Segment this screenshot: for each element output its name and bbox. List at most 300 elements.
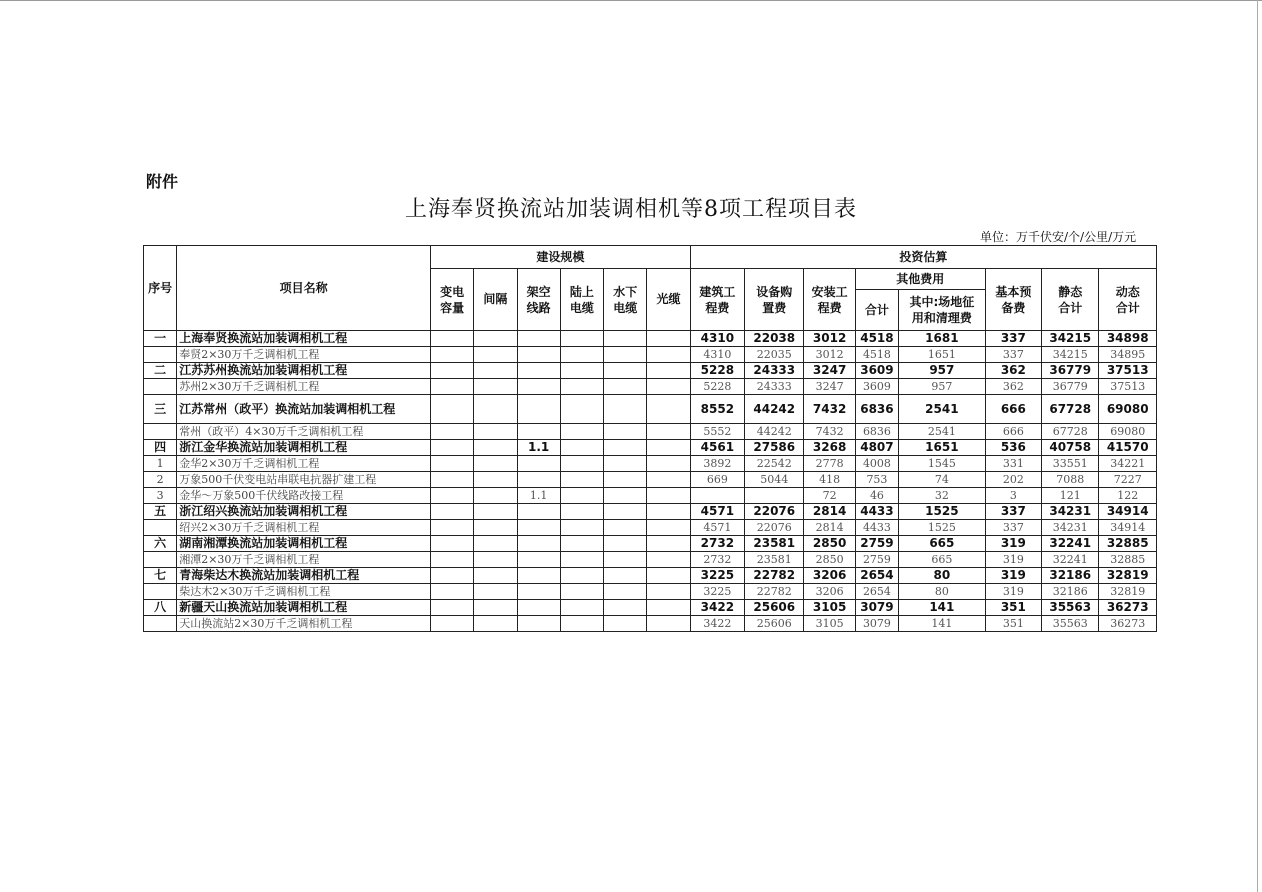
cell-underwater-cable <box>604 440 647 456</box>
cell-other-total: 46 <box>855 488 898 504</box>
cell-dynamic-total: 32885 <box>1099 552 1157 568</box>
table-row-group <box>144 504 1157 520</box>
cell-seq: 2 <box>144 472 177 488</box>
cell-bays <box>474 363 517 379</box>
cell-name: 浙江金华换流站加装调相机工程 <box>177 440 431 456</box>
cell-transformer <box>430 568 473 584</box>
header-reserve: 基本预备费 <box>985 269 1041 331</box>
cell-transformer <box>430 395 473 424</box>
cell-underwater-cable <box>604 456 647 472</box>
cell-installation-cost: 418 <box>804 472 855 488</box>
cell-static-total: 33551 <box>1042 456 1099 472</box>
header-underwater-cable: 水下电缆 <box>604 269 647 331</box>
unit-note: 单位：万千伏安/个/公里/万元 <box>980 230 1137 244</box>
cell-underwater-cable <box>604 568 647 584</box>
cell-optical-cable <box>647 472 690 488</box>
cell-installation-cost: 3206 <box>804 568 855 584</box>
cell-seq: 四 <box>144 440 177 456</box>
cell-bays <box>474 600 517 616</box>
cell-equipment-cost: 24333 <box>745 379 804 395</box>
cell-name: 柴达木2×30万千乏调相机工程 <box>177 584 431 600</box>
cell-equipment-cost: 23581 <box>745 536 804 552</box>
cell-land-cable <box>560 568 603 584</box>
cell-equipment-cost: 22035 <box>745 347 804 363</box>
table-row-sub <box>144 472 1157 488</box>
cell-installation-cost: 3268 <box>804 440 855 456</box>
cell-optical-cable <box>647 379 690 395</box>
cell-bays <box>474 536 517 552</box>
cell-equipment-cost: 27586 <box>745 440 804 456</box>
cell-underwater-cable <box>604 600 647 616</box>
cell-building-cost: 2732 <box>690 552 744 568</box>
cell-underwater-cable <box>604 552 647 568</box>
cell-reserve: 351 <box>985 600 1041 616</box>
cell-equipment-cost: 44242 <box>745 395 804 424</box>
cell-other-total: 4433 <box>855 520 898 536</box>
header-other-land: 其中:场地征用和清理费 <box>899 290 986 331</box>
cell-building-cost: 669 <box>690 472 744 488</box>
cell-dynamic-total: 69080 <box>1099 395 1157 424</box>
cell-name: 江苏苏州换流站加装调相机工程 <box>177 363 431 379</box>
cell-name: 湘潭2×30万千乏调相机工程 <box>177 552 431 568</box>
cell-land-cable <box>560 616 603 632</box>
cell-installation-cost: 2778 <box>804 456 855 472</box>
cell-optical-cable <box>647 520 690 536</box>
cell-overhead <box>517 536 560 552</box>
cell-overhead <box>517 600 560 616</box>
cell-other-land: 957 <box>899 379 986 395</box>
cell-static-total: 34231 <box>1042 504 1099 520</box>
cell-bays <box>474 488 517 504</box>
cell-bays <box>474 456 517 472</box>
cell-land-cable <box>560 395 603 424</box>
cell-dynamic-total: 34221 <box>1099 456 1157 472</box>
cell-dynamic-total: 36273 <box>1099 600 1157 616</box>
cell-optical-cable <box>647 424 690 440</box>
cell-land-cable <box>560 552 603 568</box>
header-name: 项目名称 <box>177 246 431 331</box>
cell-static-total: 34215 <box>1042 347 1099 363</box>
cell-bays <box>474 504 517 520</box>
cell-dynamic-total: 36273 <box>1099 616 1157 632</box>
cell-overhead <box>517 472 560 488</box>
cell-underwater-cable <box>604 536 647 552</box>
cell-land-cable <box>560 440 603 456</box>
cell-dynamic-total: 37513 <box>1099 363 1157 379</box>
cell-other-total: 2654 <box>855 584 898 600</box>
table-row-group <box>144 440 1157 456</box>
cell-seq <box>144 552 177 568</box>
cell-land-cable <box>560 536 603 552</box>
cell-bays <box>474 520 517 536</box>
cell-name: 浙江绍兴换流站加装调相机工程 <box>177 504 431 520</box>
cell-building-cost: 3225 <box>690 584 744 600</box>
table-row-sub <box>144 379 1157 395</box>
cell-seq <box>144 347 177 363</box>
cell-underwater-cable <box>604 520 647 536</box>
cell-seq: 六 <box>144 536 177 552</box>
cell-dynamic-total: 34914 <box>1099 504 1157 520</box>
cell-installation-cost: 3105 <box>804 600 855 616</box>
cell-building-cost: 4571 <box>690 520 744 536</box>
cell-overhead <box>517 347 560 363</box>
cell-building-cost: 4561 <box>690 440 744 456</box>
cell-optical-cable <box>647 584 690 600</box>
cell-bays <box>474 395 517 424</box>
cell-land-cable <box>560 504 603 520</box>
cell-bays <box>474 568 517 584</box>
cell-underwater-cable <box>604 347 647 363</box>
table-row-group <box>144 395 1157 424</box>
cell-seq: 二 <box>144 363 177 379</box>
cell-equipment-cost: 22782 <box>745 584 804 600</box>
cell-reserve: 3 <box>985 488 1041 504</box>
cell-other-land: 141 <box>899 616 986 632</box>
cell-bays <box>474 424 517 440</box>
cell-name: 青海柴达木换流站加装调相机工程 <box>177 568 431 584</box>
cell-other-land: 1545 <box>899 456 986 472</box>
cell-other-land: 665 <box>899 552 986 568</box>
cell-dynamic-total: 34898 <box>1099 331 1157 347</box>
cell-installation-cost: 2850 <box>804 536 855 552</box>
cell-reserve: 337 <box>985 347 1041 363</box>
cell-name: 新疆天山换流站加装调相机工程 <box>177 600 431 616</box>
cell-name: 绍兴2×30万千乏调相机工程 <box>177 520 431 536</box>
cell-transformer <box>430 440 473 456</box>
cell-seq: 八 <box>144 600 177 616</box>
cell-dynamic-total: 34914 <box>1099 520 1157 536</box>
cell-installation-cost: 3012 <box>804 331 855 347</box>
cell-other-land: 1525 <box>899 504 986 520</box>
header-other-total: 合计 <box>855 290 898 331</box>
cell-reserve: 666 <box>985 424 1041 440</box>
cell-other-land: 141 <box>899 600 986 616</box>
cell-underwater-cable <box>604 488 647 504</box>
cell-reserve: 362 <box>985 363 1041 379</box>
table-row-sub <box>144 616 1157 632</box>
cell-building-cost: 3422 <box>690 600 744 616</box>
cell-building-cost: 8552 <box>690 395 744 424</box>
cell-land-cable <box>560 600 603 616</box>
cell-other-total: 4807 <box>855 440 898 456</box>
cell-reserve: 536 <box>985 440 1041 456</box>
cell-land-cable <box>560 363 603 379</box>
cell-underwater-cable <box>604 584 647 600</box>
cell-seq <box>144 584 177 600</box>
cell-seq <box>144 424 177 440</box>
header-transformer-capacity: 变电容量 <box>430 269 473 331</box>
cell-land-cable <box>560 456 603 472</box>
cell-bays <box>474 440 517 456</box>
cell-reserve: 337 <box>985 520 1041 536</box>
table-row-group <box>144 536 1157 552</box>
cell-other-land: 1681 <box>899 331 986 347</box>
header-investment: 投资估算 <box>690 246 1156 269</box>
cell-equipment-cost: 22076 <box>745 520 804 536</box>
cell-other-land: 32 <box>899 488 986 504</box>
cell-transformer <box>430 472 473 488</box>
cell-other-total: 753 <box>855 472 898 488</box>
cell-static-total: 36779 <box>1042 363 1099 379</box>
cell-dynamic-total: 69080 <box>1099 424 1157 440</box>
cell-seq: 七 <box>144 568 177 584</box>
cell-name: 金华～万象500千伏线路改接工程 <box>177 488 431 504</box>
cell-reserve: 319 <box>985 536 1041 552</box>
cell-other-total: 2759 <box>855 536 898 552</box>
table-row-group <box>144 331 1157 347</box>
cell-land-cable <box>560 424 603 440</box>
cell-reserve: 666 <box>985 395 1041 424</box>
cell-installation-cost: 2814 <box>804 504 855 520</box>
cell-building-cost: 5552 <box>690 424 744 440</box>
cell-optical-cable <box>647 331 690 347</box>
cell-static-total: 32186 <box>1042 568 1099 584</box>
cell-optical-cable <box>647 363 690 379</box>
cell-seq <box>144 520 177 536</box>
header-overhead-line: 架空线路 <box>517 269 560 331</box>
header-seq: 序号 <box>144 246 177 331</box>
cell-installation-cost: 7432 <box>804 424 855 440</box>
cell-underwater-cable <box>604 472 647 488</box>
cell-land-cable <box>560 584 603 600</box>
cell-transformer <box>430 552 473 568</box>
cell-name: 金华2×30万千乏调相机工程 <box>177 456 431 472</box>
cell-optical-cable <box>647 347 690 363</box>
cell-dynamic-total: 7227 <box>1099 472 1157 488</box>
cell-bays <box>474 379 517 395</box>
cell-underwater-cable <box>604 379 647 395</box>
cell-installation-cost: 2850 <box>804 552 855 568</box>
cell-underwater-cable <box>604 424 647 440</box>
cell-land-cable <box>560 379 603 395</box>
cell-dynamic-total: 122 <box>1099 488 1157 504</box>
cell-reserve: 319 <box>985 584 1041 600</box>
header-other-costs: 其他费用 <box>855 269 985 290</box>
cell-building-cost: 5228 <box>690 363 744 379</box>
cell-dynamic-total: 41570 <box>1099 440 1157 456</box>
cell-underwater-cable <box>604 363 647 379</box>
cell-land-cable <box>560 488 603 504</box>
cell-building-cost: 4571 <box>690 504 744 520</box>
cell-other-land: 74 <box>899 472 986 488</box>
header-static-total: 静态合计 <box>1042 269 1099 331</box>
cell-overhead <box>517 456 560 472</box>
cell-building-cost <box>690 488 744 504</box>
cell-optical-cable <box>647 504 690 520</box>
table-body <box>144 331 1157 632</box>
cell-static-total: 36779 <box>1042 379 1099 395</box>
cell-dynamic-total: 34895 <box>1099 347 1157 363</box>
page-top-border <box>0 0 1262 1</box>
cell-other-land: 2541 <box>899 395 986 424</box>
table-row-group <box>144 568 1157 584</box>
table-row-sub <box>144 456 1157 472</box>
cell-overhead <box>517 424 560 440</box>
cell-seq <box>144 379 177 395</box>
cell-installation-cost: 3206 <box>804 584 855 600</box>
cell-seq: 1 <box>144 456 177 472</box>
cell-building-cost: 4310 <box>690 347 744 363</box>
cell-name: 奉贤2×30万千乏调相机工程 <box>177 347 431 363</box>
cell-static-total: 32186 <box>1042 584 1099 600</box>
cell-static-total: 34215 <box>1042 331 1099 347</box>
table-row-sub <box>144 424 1157 440</box>
cell-optical-cable <box>647 616 690 632</box>
cell-land-cable <box>560 347 603 363</box>
cell-static-total: 34231 <box>1042 520 1099 536</box>
cell-building-cost: 3892 <box>690 456 744 472</box>
cell-other-land: 957 <box>899 363 986 379</box>
cell-overhead <box>517 552 560 568</box>
cell-equipment-cost: 5044 <box>745 472 804 488</box>
cell-underwater-cable <box>604 504 647 520</box>
cell-bays <box>474 331 517 347</box>
cell-optical-cable <box>647 488 690 504</box>
cell-installation-cost: 72 <box>804 488 855 504</box>
cell-building-cost: 3422 <box>690 616 744 632</box>
cell-other-total: 4008 <box>855 456 898 472</box>
cell-other-land: 665 <box>899 536 986 552</box>
cell-equipment-cost: 44242 <box>745 424 804 440</box>
cell-overhead <box>517 331 560 347</box>
cell-underwater-cable <box>604 395 647 424</box>
table-row-sub <box>144 347 1157 363</box>
cell-transformer <box>430 379 473 395</box>
cell-equipment-cost: 22076 <box>745 504 804 520</box>
table-row-sub <box>144 584 1157 600</box>
cell-underwater-cable <box>604 616 647 632</box>
cell-optical-cable <box>647 456 690 472</box>
header-equipment-cost: 设备购置费 <box>745 269 804 331</box>
table-row-group <box>144 600 1157 616</box>
cell-land-cable <box>560 331 603 347</box>
cell-other-land: 1651 <box>899 347 986 363</box>
table-row-sub <box>144 552 1157 568</box>
header-bays: 间隔 <box>474 269 517 331</box>
cell-bays <box>474 472 517 488</box>
cell-static-total: 7088 <box>1042 472 1099 488</box>
cell-optical-cable <box>647 440 690 456</box>
cell-other-total: 3079 <box>855 616 898 632</box>
cell-static-total: 121 <box>1042 488 1099 504</box>
cell-overhead <box>517 568 560 584</box>
project-table <box>143 245 1157 632</box>
table-row-sub <box>144 488 1157 504</box>
cell-name: 苏州2×30万千乏调相机工程 <box>177 379 431 395</box>
header-installation-cost: 安装工程费 <box>804 269 855 331</box>
cell-seq: 一 <box>144 331 177 347</box>
page-right-border <box>1257 0 1258 892</box>
cell-overhead <box>517 395 560 424</box>
cell-static-total: 40758 <box>1042 440 1099 456</box>
cell-name: 湖南湘潭换流站加装调相机工程 <box>177 536 431 552</box>
cell-reserve: 362 <box>985 379 1041 395</box>
attachment-label: 附件 <box>146 172 179 191</box>
cell-other-land: 2541 <box>899 424 986 440</box>
cell-installation-cost: 3247 <box>804 379 855 395</box>
cell-equipment-cost: 25606 <box>745 600 804 616</box>
cell-equipment-cost <box>745 488 804 504</box>
cell-installation-cost: 7432 <box>804 395 855 424</box>
cell-optical-cable <box>647 600 690 616</box>
cell-installation-cost: 2814 <box>804 520 855 536</box>
cell-equipment-cost: 23581 <box>745 552 804 568</box>
cell-transformer <box>430 584 473 600</box>
cell-transformer <box>430 536 473 552</box>
cell-overhead <box>517 363 560 379</box>
cell-static-total: 32241 <box>1042 552 1099 568</box>
cell-reserve: 337 <box>985 504 1041 520</box>
cell-transformer <box>430 456 473 472</box>
cell-static-total: 67728 <box>1042 395 1099 424</box>
cell-other-total: 3609 <box>855 379 898 395</box>
cell-other-land: 80 <box>899 584 986 600</box>
cell-other-total: 3079 <box>855 600 898 616</box>
cell-bays <box>474 616 517 632</box>
cell-transformer <box>430 504 473 520</box>
cell-reserve: 319 <box>985 552 1041 568</box>
header-building-cost: 建筑工程费 <box>690 269 744 331</box>
cell-optical-cable <box>647 552 690 568</box>
cell-static-total: 35563 <box>1042 600 1099 616</box>
header-optical-cable: 光缆 <box>647 269 690 331</box>
cell-installation-cost: 3105 <box>804 616 855 632</box>
cell-bays <box>474 347 517 363</box>
cell-name: 天山换流站2×30万千乏调相机工程 <box>177 616 431 632</box>
cell-overhead <box>517 520 560 536</box>
document-title: 上海奉贤换流站加装调相机等8项工程项目表 <box>405 197 857 222</box>
cell-other-total: 6836 <box>855 424 898 440</box>
cell-building-cost: 2732 <box>690 536 744 552</box>
table-row-sub <box>144 520 1157 536</box>
cell-land-cable <box>560 472 603 488</box>
cell-other-total: 4518 <box>855 331 898 347</box>
cell-equipment-cost: 22542 <box>745 456 804 472</box>
cell-equipment-cost: 24333 <box>745 363 804 379</box>
cell-equipment-cost: 25606 <box>745 616 804 632</box>
cell-bays <box>474 584 517 600</box>
cell-static-total: 32241 <box>1042 536 1099 552</box>
cell-other-land: 80 <box>899 568 986 584</box>
cell-name: 江苏常州（政平）换流站加装调相机工程 <box>177 395 431 424</box>
cell-overhead: 1.1 <box>517 488 560 504</box>
cell-seq <box>144 616 177 632</box>
cell-equipment-cost: 22782 <box>745 568 804 584</box>
cell-other-land: 1525 <box>899 520 986 536</box>
cell-underwater-cable <box>604 331 647 347</box>
cell-building-cost: 5228 <box>690 379 744 395</box>
header-land-cable: 陆上电缆 <box>560 269 603 331</box>
cell-transformer <box>430 363 473 379</box>
cell-equipment-cost: 22038 <box>745 331 804 347</box>
cell-overhead: 1.1 <box>517 440 560 456</box>
cell-reserve: 331 <box>985 456 1041 472</box>
cell-transformer <box>430 331 473 347</box>
cell-other-total: 2759 <box>855 552 898 568</box>
cell-transformer <box>430 520 473 536</box>
cell-building-cost: 4310 <box>690 331 744 347</box>
header-dynamic-total: 动态合计 <box>1099 269 1157 331</box>
cell-other-total: 2654 <box>855 568 898 584</box>
cell-other-total: 4433 <box>855 504 898 520</box>
header-construction-scale: 建设规模 <box>430 246 690 269</box>
cell-reserve: 337 <box>985 331 1041 347</box>
cell-overhead <box>517 616 560 632</box>
cell-transformer <box>430 424 473 440</box>
cell-overhead <box>517 379 560 395</box>
cell-other-total: 6836 <box>855 395 898 424</box>
cell-other-total: 3609 <box>855 363 898 379</box>
